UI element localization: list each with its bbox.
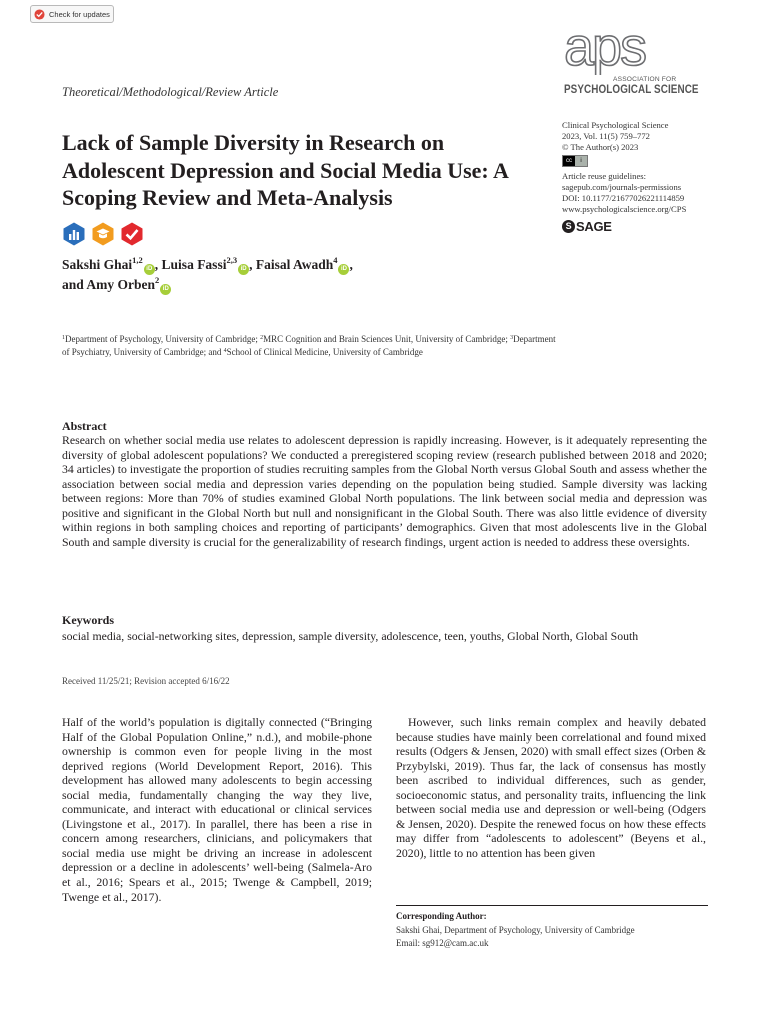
orcid-icon[interactable]: iD <box>238 264 249 275</box>
aps-association-label: ASSOCIATION FOR <box>613 76 677 83</box>
body-right-column: However, such links remain complex and heavily debated because studies have mainly been correlational and found mixed results (Odgers & Jensen, 2020) with small effect sizes (Orben & Przybylski, 2019). Thus far, the lack of consensus has mostly been ascribed to individual differences, such as gender, socioeconomic status, and personality traits, influencing the link between social media use and depression or well-being (Odgers & Jensen, 2020). Despite the renewed focus on how these effects may differ from “adolescents to adolescent” (Beyens et al., 2020), little to no attention has been given <box>396 715 706 860</box>
author-list <box>62 255 522 295</box>
permissions-link[interactable]: sagepub.com/journals-permissions <box>562 182 682 192</box>
sage-mark-icon: S <box>562 220 575 233</box>
crossmark-icon <box>34 9 45 20</box>
aps-psych-science-label: PSYCHOLOGICAL SCIENCE <box>564 84 699 96</box>
journal-info <box>562 120 752 233</box>
corresponding-author-info <box>396 924 635 949</box>
reuse-guidelines: Article reuse guidelines: <box>562 171 646 181</box>
open-data-icon[interactable] <box>62 222 86 246</box>
creative-commons-icon[interactable]: cc i <box>562 155 588 167</box>
corresponding-author-email[interactable]: Email: sg912@cam.ac.uk <box>396 937 489 948</box>
author-2: Luisa Fassi$^{2,3}$iD , <box>162 257 256 272</box>
aps-wordmark <box>560 25 672 75</box>
open-materials-icon[interactable] <box>91 222 115 246</box>
copyright: © The Author(s) 2023 <box>562 142 639 152</box>
article-type: Theoretical/Methodological/Review Article <box>62 85 279 99</box>
check-for-updates-button[interactable] <box>30 5 114 23</box>
check-for-updates-label: Check for updates <box>49 9 110 19</box>
open-science-badges <box>62 222 144 246</box>
sage-logo: S SAGE <box>562 220 752 233</box>
journal-name: Clinical Psychological Science <box>562 120 669 130</box>
corresponding-author-name: Sakshi Ghai, Department of Psychology, University of Cambridge <box>396 925 635 935</box>
orcid-icon[interactable]: iD <box>338 264 349 275</box>
journal-volume: 2023, Vol. 11(5) 759–772 <box>562 131 650 141</box>
author-3: Faisal Awadh$^4$iD , <box>256 257 353 272</box>
keywords-text: social media, social-networking sites, depression, sample diversity, adolescence, teen, youths, Global North, Global South <box>62 629 639 643</box>
body-left-column: Half of the world’s population is digitally connected (“Bringing Half of the Global Population Online,” n.d.), and mobile-phone ownership is common even for people living in the most deprived regions (World Development Report, 2016). This development has allowed many adolescents to begin accessing social media, fundamentally changing the way they live, communicate, and interact with educational or clinical services (Livingstone et al., 2017). In parallel, there has been a rise in concern among researchers, clinicians, and policymakers that social media use might be driving an increase in adolescent depression or a decline in adolescents’ well-being (Salmela-Aro et al., 2016; Spears et al., 2015; Twenge & Campbell, 2019; Twenge et al., 2017). <box>62 715 372 904</box>
orcid-icon[interactable]: iD <box>160 284 171 295</box>
author-4: and Amy Orben$^2$iD <box>62 277 171 292</box>
journal-site-link[interactable]: www.psychologicalscience.org/CPS <box>562 204 687 214</box>
keywords-heading: Keywords <box>62 613 114 627</box>
preregistered-icon[interactable] <box>120 222 144 246</box>
author-1: Sakshi Ghai$^{1,2}$iD , <box>62 257 162 272</box>
article-title: Lack of Sample Diversity in Research on Adolescent Depression and Social Media Use: A Scoping Review and Meta-Analysis <box>62 130 508 210</box>
aps-logo <box>560 25 699 105</box>
abstract-text: Research on whether social media use relates to adolescent depression is rapidly increasing. However, is it adequately representing the diversity of global adolescent populations? We conducted a preregistered scoping review (research published between 2018 and 2020; 34 articles) to investigate the proportion of studies recruiting samples from the Global North versus Global South and assess whether the association between social media and depression varies depending on the population being studied. Sample diversity was lacking between regions: More than 70% of studies examined Global North populations. The link between social media and depression was positive and significant in the Global North but null and nonsignificant in the Global South. There was also little evidence of diversity within regions in both sampling choices and reporting of participants’ demographics. Given that most adolescents live in the Global South and sample diversity is crucial for the generalizability of research findings, urgent action is needed to address these oversights. <box>62 433 707 549</box>
orcid-icon[interactable]: iD <box>144 264 155 275</box>
divider <box>396 905 708 906</box>
affiliations: $^1$Department of Psychology, University of Cambridge; $^2$MRC Cognition and Brain Sciences Unit, University of Cambridge; $^3$Department of Psychiatry, University of Cambridge; and $^4$School of Clinical Medicine, University of Cambridge <box>62 334 556 357</box>
aps-wordmark-text: aps <box>564 25 646 75</box>
received-dates: Received 11/25/21; Revision accepted 6/16/22 <box>62 676 230 686</box>
doi[interactable]: DOI: 10.1177/21677026221114859 <box>562 193 685 203</box>
abstract-heading: Abstract <box>62 419 107 433</box>
corresponding-author-heading: Corresponding Author: <box>396 911 487 921</box>
